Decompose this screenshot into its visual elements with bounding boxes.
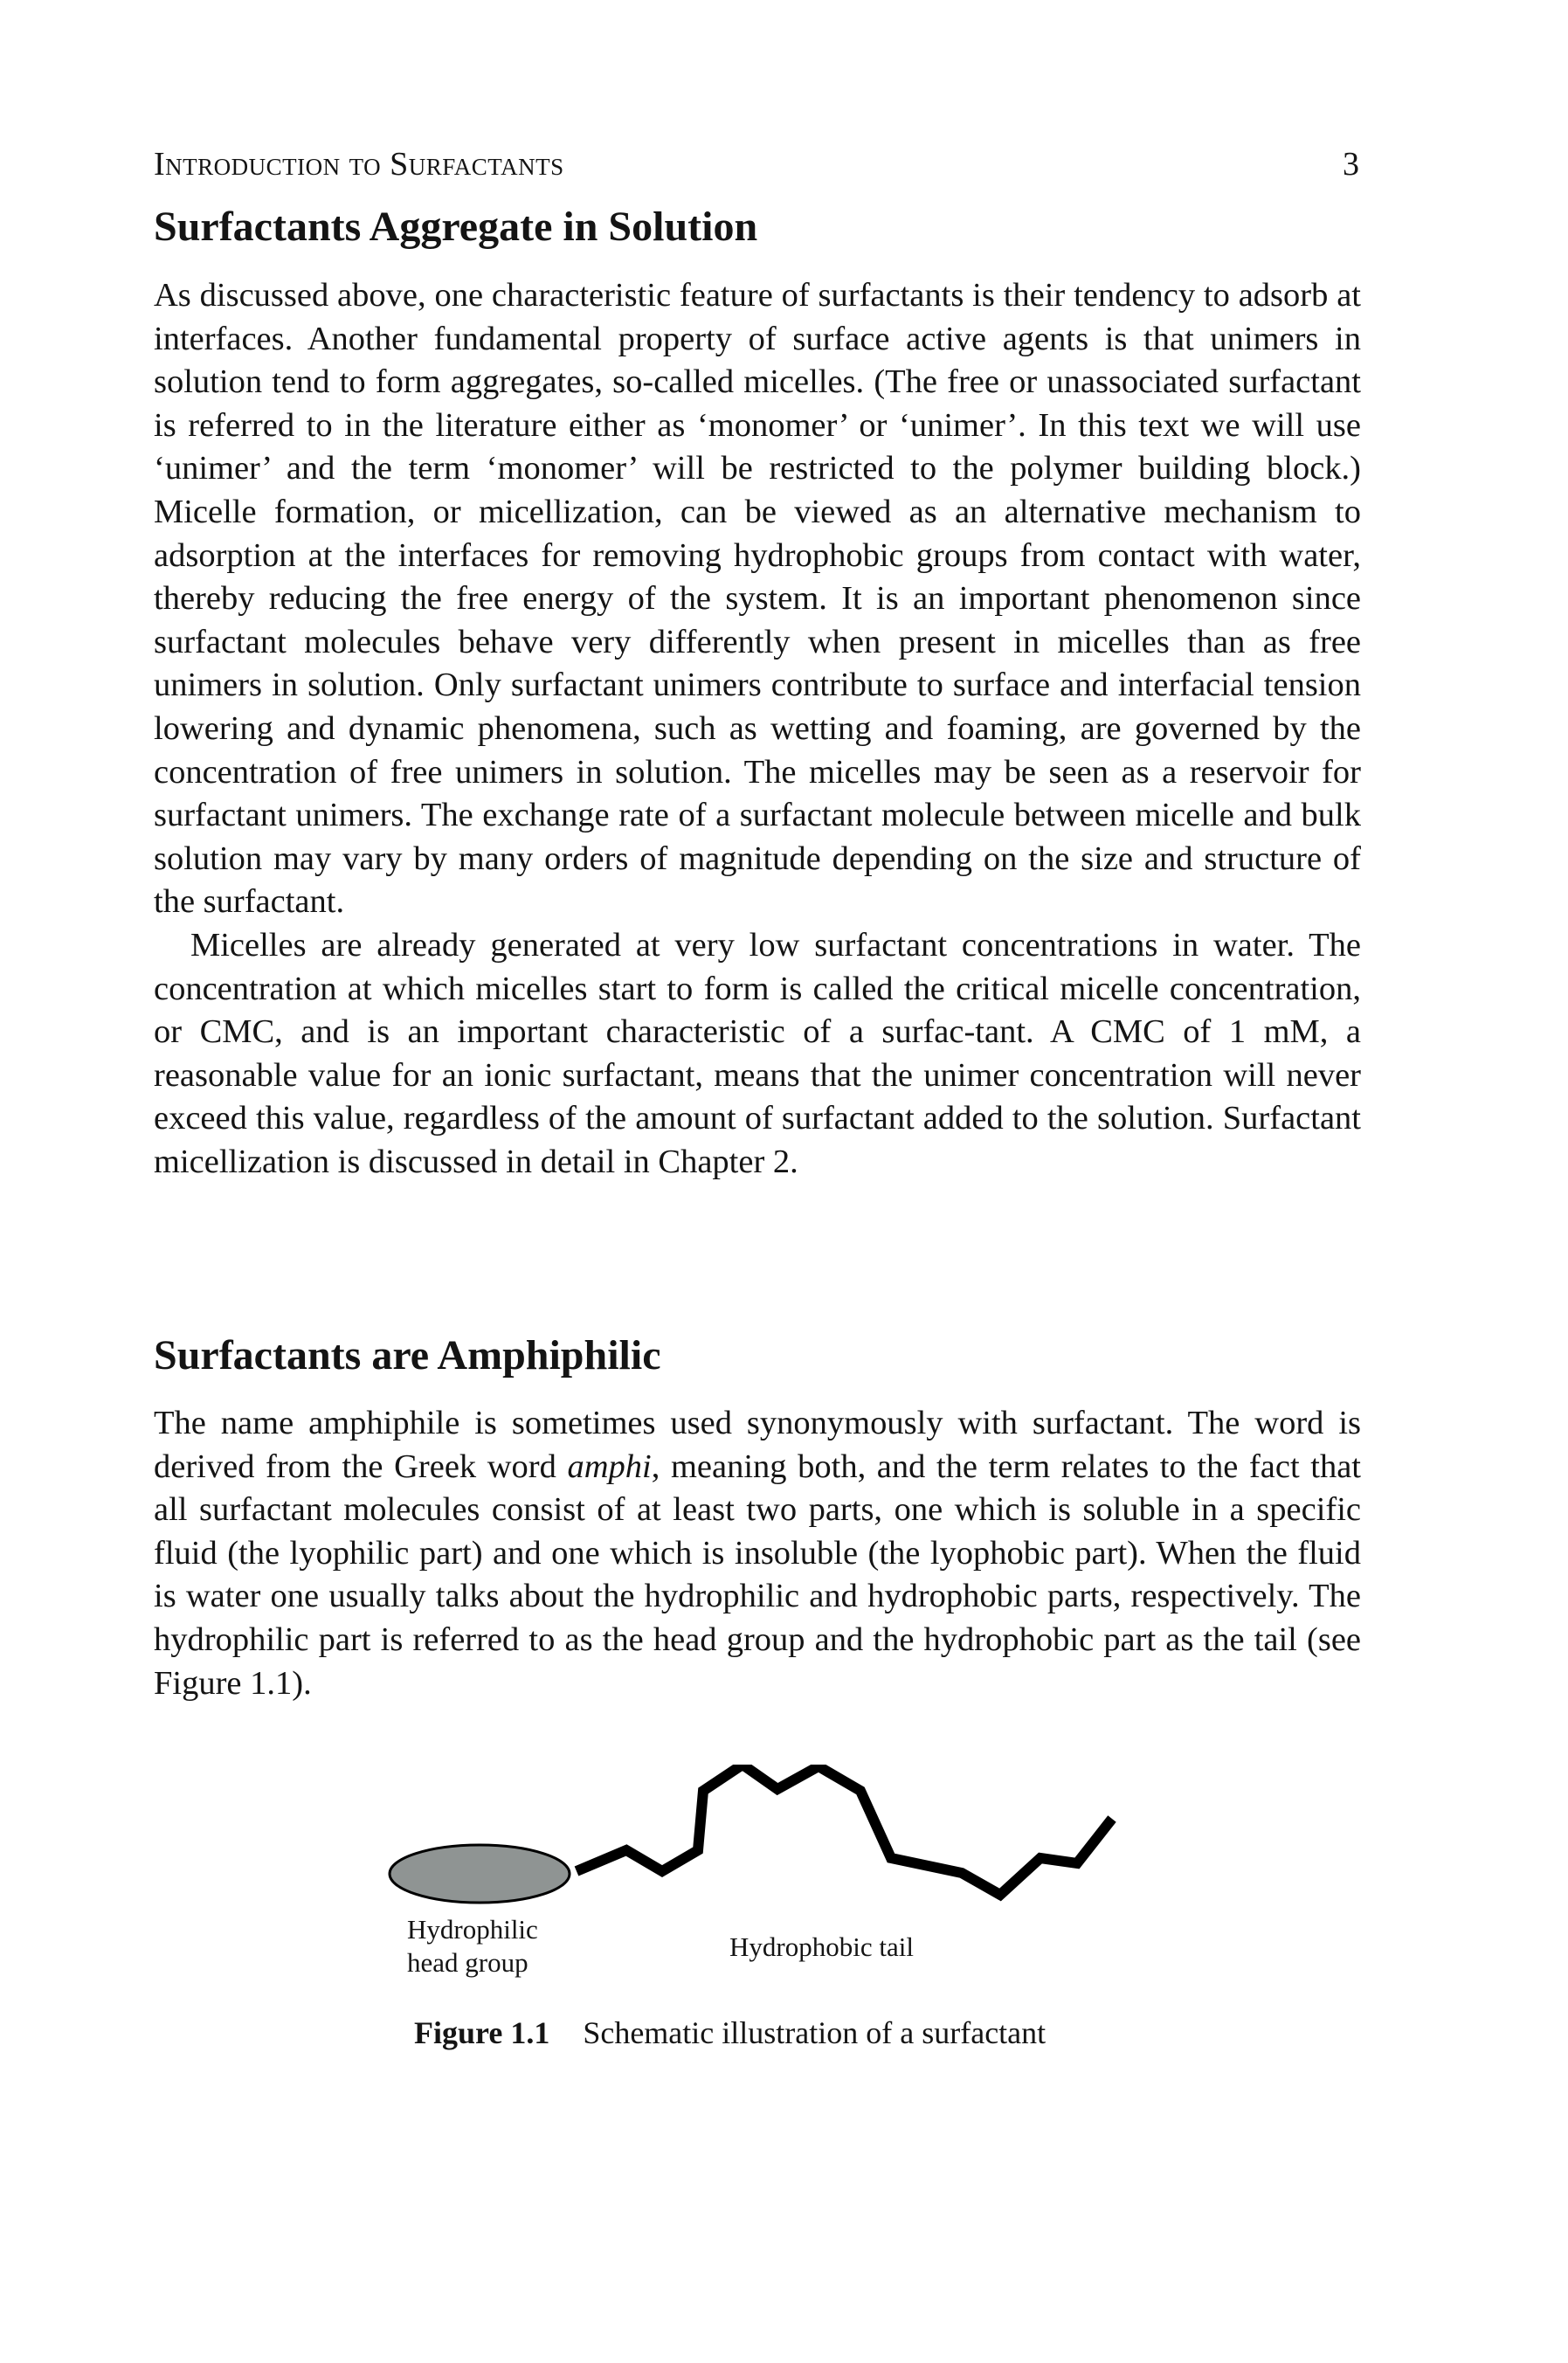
tail-label: Hydrophobic tail xyxy=(729,1931,914,1962)
head-group-label-line2: head group xyxy=(407,1947,528,1978)
head-group-label xyxy=(407,1913,538,1980)
term-amphi: amphi xyxy=(567,1448,652,1485)
head-group-label-line1: Hydrophilic xyxy=(407,1914,538,1945)
paragraph-amphiphile-part2: , meaning both, and the term relates to the fact that all surfactant molecules consist of at least two parts, one which is soluble in a specific fluid (the lyophilic part) and one which is insoluble (the lyophobic part). When the fluid is water one usually talks about the hydrophilic and hydrophobic parts, respectively. The hydrophilic part is referred to as the head group and the hydrophobic part as the tail (see Figure 1.1). xyxy=(154,1448,1362,1702)
hydrophilic-head-ellipse xyxy=(390,1845,570,1903)
figure-caption-text: Schematic illustration of a surfactant xyxy=(583,2015,1046,2050)
paragraph-cmc: Micelles are already generated at very low surfactant concentrations in water. The concentration at which micelles start to form is called the critical micelle concentration, or CMC, and is an important characteristic of a surfac-tant. A CMC of 1 mM, a reasonable value for an ionic surfactant, means that the unimer concentration will never exceed this value, regardless of the amount of surfactant added to the solution. Surfactant micellization is discussed in detail in Chapter 2. xyxy=(154,926,1361,1180)
running-head xyxy=(154,145,1359,187)
figure-caption xyxy=(414,2014,1046,2051)
paragraph-micelles-intro: As discussed above, one characteristic feature of surfactants is their tendency to adsorb at interfaces. Another fundamental property of surface active agents is that unimers in solution tend to form aggregates, so-called micelles. (The free or unassociated surfactant is referred to in the literature either as ‘monomer’ or ‘unimer’. In this text we will use ‘unimer’ and the term ‘monomer’ will be restricted to the polymer building block.) Micelle formation, or micellization, can be viewed as an alternative mechanism to adsorption at the interfaces for removing hydrophobic groups from contact with water, thereby reducing the free energy of the system. It is an important phenomenon since surfactant molecules behave very differently when present in micelles than as free unimers in solution. Only surfactant unimers contribute to surface and interfacial tension lowering and dynamic phenomena, such as wetting and foaming, are governed by the concentration of free unimers in solution. The micelles may be seen as a reservoir for surfactant unimers. The exchange rate of a surfactant molecule between micelle and bulk solution may vary by many orders of magnitude depending on the size and structure of the surfactant. xyxy=(154,277,1361,921)
running-head-title: Introduction to Surfactants xyxy=(154,146,564,183)
hydrophobic-tail-chain xyxy=(577,1765,1112,1895)
paragraph-amphiphile-part1: The name amphiphile is sometimes used synonymously with surfactant. The word is derived from the Greek word xyxy=(154,1405,1361,1485)
paragraph-amphiphile xyxy=(154,1402,1361,1705)
section-heading-aggregate: Surfactants Aggregate in Solution xyxy=(154,204,758,250)
section-body-amphiphilic xyxy=(154,1402,1361,1705)
section-heading-amphiphilic: Surfactants are Amphiphilic xyxy=(154,1332,661,1378)
page-number: 3 xyxy=(1343,146,1359,183)
section-body-aggregate xyxy=(154,274,1361,1184)
figure-caption-label: Figure 1.1 xyxy=(414,2015,550,2050)
